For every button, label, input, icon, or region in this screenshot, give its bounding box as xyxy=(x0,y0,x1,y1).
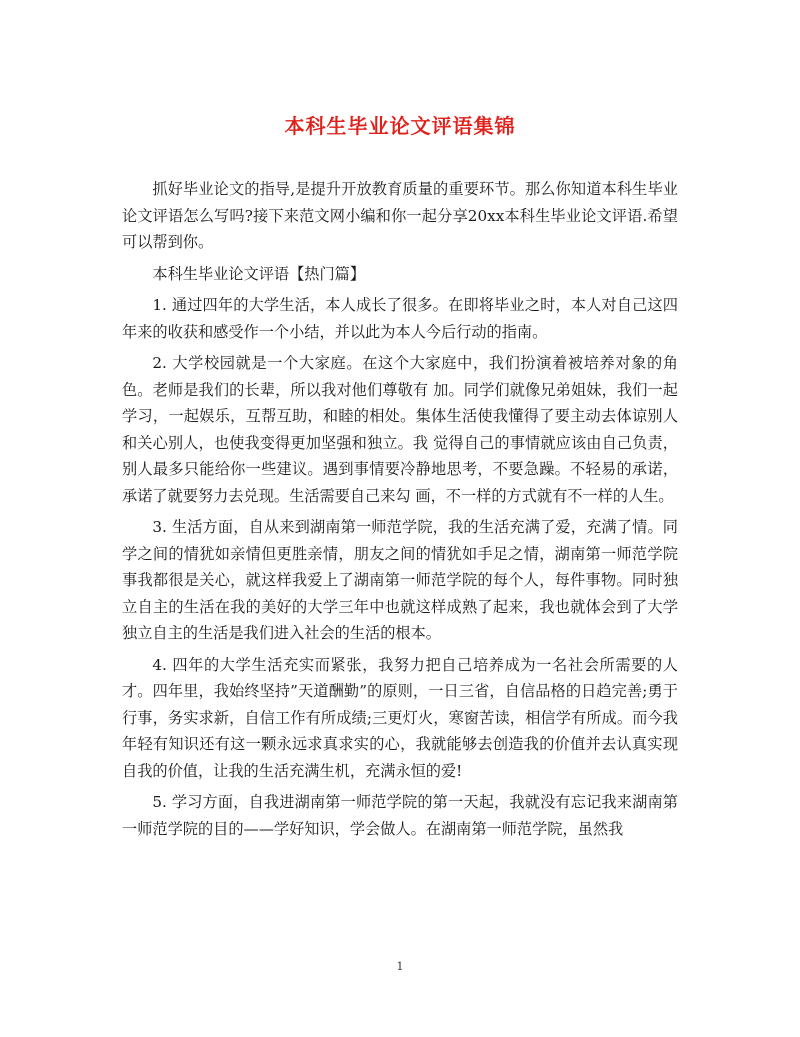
body-paragraph-2: 2. 大学校园就是一个大家庭。在这个大家庭中，我们扮演着被培养对象的角色。老师是我们的长辈，所以我对他们尊敬有 加。同学们就像兄弟姐妹，我们一起学习，一起娱乐，互帮互助，和睦的相处。集体生活使我懂得了要主动去体谅别人和关心别人，也使我变得更加坚强和独立。我 觉得自己的事情就应该由自己负责，别人最多只能给你一些建议。遇到事情要冷静地思考，不要急躁。不轻易的承诺，承诺了就要努力去兑现。生活需要自己来勾 画，不一样的方式就有不一样的人生。 xyxy=(122,354,678,505)
document-title: 本科生毕业论文评语集锦 xyxy=(284,114,516,138)
body-paragraph-4: 4. 四年的大学生活充实而紧张，我努力把自己培养成为一名社会所需要的人才。四年里，我始终坚持”天道酬勤”的原则，一日三省，自信品格的日趋完善;勇于行事，务实求新，自信工作有所成绩;三更灯火，寒窗苦读，相信学有所成。而今我年轻有知识还有这一颗永远求真求实的心，我就能够去创造我的价值并去认真实现自我的价值，让我的生活充满生机，充满永恒的爱! xyxy=(122,655,678,780)
body-paragraph-5: 5. 学习方面，自我进湖南第一师范学院的第一天起，我就没有忘记我来湖南第一师范学院的目的——学好知识，学会做人。在湖南第一师范学院，虽然我 xyxy=(122,793,678,838)
section-subheading: 本科生毕业论文评语【热门篇】 xyxy=(152,264,366,283)
page-number: 1 xyxy=(396,960,404,973)
body-paragraph-1: 1. 通过四年的大学生活，本人成长了很多。在即将毕业之时，本人对自己这四年来的收获和感受作一个小结，并以此为本人今后行动的指南。 xyxy=(122,296,678,341)
document-body xyxy=(122,176,678,847)
body-paragraph-3: 3. 生活方面，自从来到湖南第一师范学院，我的生活充满了爱，充满了情。同学之间的情犹如亲情但更胜亲情，朋友之间的情犹如手足之情，湖南第一师范学院事我都很是关心，就这样我爱上了湖南第一师范学院的每个人，每件事物。同时独立自主的生活在我的美好的大学三年中也就这样成熟了起来，我也就体会到了大学独立自主的生活是我们进入社会的生活的根本。 xyxy=(122,518,678,642)
intro-paragraph: 抓好毕业论文的指导,是提升开放教育质量的重要环节。那么你知道本科生毕业论文评语怎么写吗?接下来范文网小编和你一起分享20xx本科生毕业论文评语.希望可以帮到你。 xyxy=(122,180,678,251)
